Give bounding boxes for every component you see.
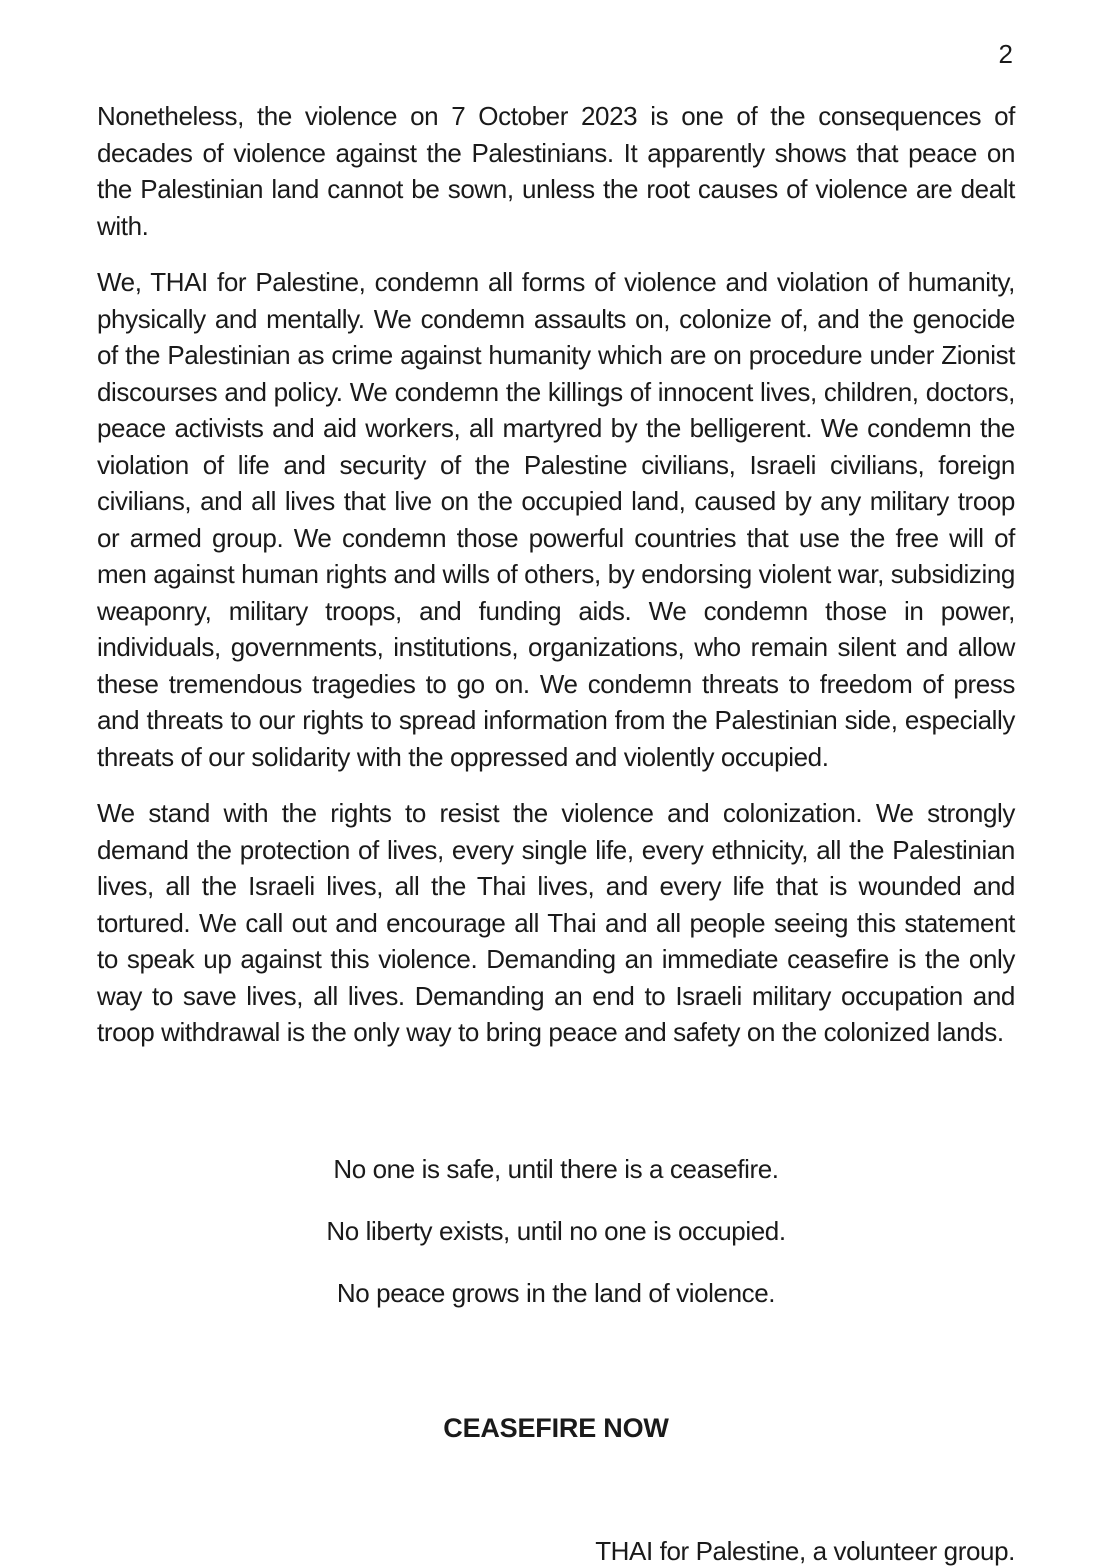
- quote-no-liberty: No liberty exists, until no one is occupied.: [326, 1215, 786, 1246]
- paragraph-stand-with-rights: We stand with the rights to resist the violence and colonization. We strongly demand the protection of lives, every single life, every ethnicity, all the Palestinian lives, all the Israeli lives, all the Thai lives, and every life that is wounded and tortured. We call out and encourage all Thai and all people seeing this statement to speak up against this violence. Demanding an immediate ceasefire is the only way to save lives, all lives. Demanding an end to Israeli military occupation and troop withdrawal is the only way to bring peace and safety on the colonized lands.: [97, 798, 1015, 1047]
- ceasefire-now-slogan: CEASEFIRE NOW: [443, 1412, 669, 1443]
- page-number: 2: [998, 39, 1013, 69]
- paragraph-nonetheless: Nonetheless, the violence on 7 October 2023 is one of the consequences of decades of violence against the Palestinians. It apparently shows that peace on the Palestinian land cannot be sown, unless the root causes of violence are dealt with.: [97, 101, 1015, 241]
- paragraph-condemnation: We, THAI for Palestine, condemn all forms of violence and violation of humanity, physically and mentally. We condemn assaults on, colonize of, and the genocide of the Palestinian as crime against humanity which are on procedure under Zionist discourses and policy. We condemn the killings of innocent lives, children, doctors, peace activists and aid workers, all martyred by the belligerent. We condemn the violation of life and security of the Palestine civilians, Israeli civilians, foreign civilians, and all lives that live on the occupied land, caused by any military troop or armed group. We condemn those powerful countries that use the free will of men against human rights and wills of others, by endorsing violent war, subsidizing weaponry, military troops, and funding aids. We condemn those in power, individuals, governments, institutions, organizations, who remain silent and allow these tremendous tragedies to go on. We condemn threats to freedom of press and threats to our rights to spread information from the Palestinian side, especially threats of our solidarity with the oppressed and violently occupied.: [97, 267, 1015, 772]
- quote-no-one-safe: No one is safe, until there is a ceasefire.: [333, 1153, 779, 1184]
- quote-block: [97, 1151, 1015, 1311]
- quote-no-peace: No peace grows in the land of violence.: [336, 1277, 776, 1308]
- signature-line: THAI for Palestine, a volunteer group.: [595, 1535, 1015, 1566]
